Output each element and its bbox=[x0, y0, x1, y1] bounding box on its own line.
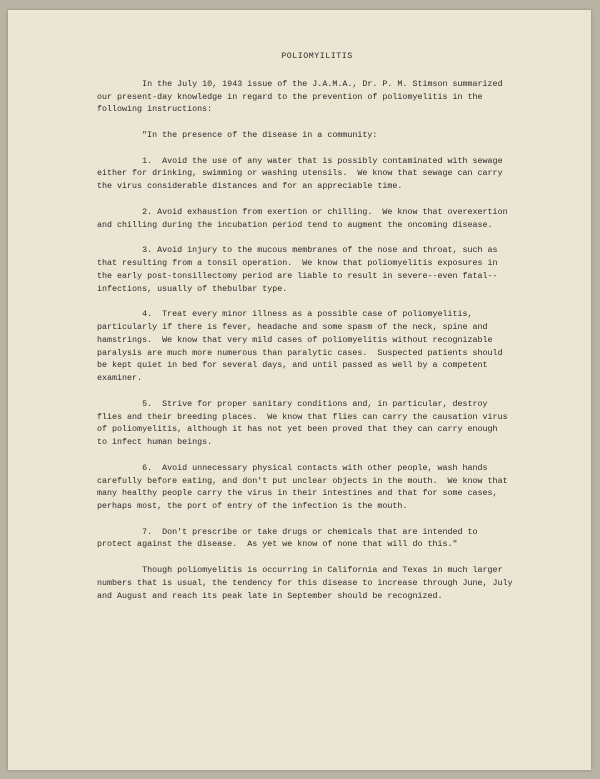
text-line: 1. Avoid the use of any water that is possibly contaminated with sewage bbox=[97, 155, 503, 166]
text-line: examiner. bbox=[97, 373, 143, 384]
text-line: the early post-tonsillectomy period are liable to result in severe--even fatal-- bbox=[97, 270, 498, 281]
text-line: infections, usually of thebulbar type. bbox=[97, 283, 288, 294]
text-line: either for drinking, swimming or washing utensils. We know that sewage can carry bbox=[97, 168, 503, 179]
document-body bbox=[97, 50, 537, 615]
text-line: paralysis are much more numerous than paralytic cases. Suspected patients should bbox=[97, 347, 503, 358]
text-line: that resulting from a tonsil operation. We know that poliomyelitis exposures in bbox=[97, 257, 498, 268]
paragraph bbox=[97, 308, 537, 385]
text-line: 6. Avoid unnecessary physical contacts with other people, wash hands bbox=[97, 462, 488, 473]
paragraph bbox=[97, 244, 537, 295]
text-line: numbers that is usual, the tendency for this disease to increase through June, July bbox=[97, 577, 513, 588]
paragraph bbox=[97, 155, 537, 193]
paragraph bbox=[97, 564, 537, 602]
text-line: to infect human beings. bbox=[97, 437, 213, 448]
paragraph bbox=[97, 129, 537, 142]
text-line: 3. Avoid injury to the mucous membranes of the nose and throat, such as bbox=[97, 245, 498, 256]
text-line: 5. Strive for proper sanitary conditions and, in particular, destroy bbox=[97, 398, 488, 409]
text-line: 4. Treat every minor illness as a possible case of poliomyelitis, bbox=[97, 309, 473, 320]
text-line: 2. Avoid exhaustion from exertion or chilling. We know that overexertion bbox=[97, 206, 508, 217]
text-line: "In the presence of the disease in a community: bbox=[97, 129, 378, 140]
paragraph bbox=[97, 526, 537, 552]
paragraph bbox=[97, 462, 537, 513]
document-page bbox=[8, 10, 591, 770]
text-line: following instructions: bbox=[97, 104, 213, 115]
text-line: and chilling during the incubation period tend to augment the oncoming disease. bbox=[97, 219, 493, 230]
text-line: perhaps most, the port of entry of the infection is the mouth. bbox=[97, 501, 408, 512]
text-line: protect against the disease. As yet we know of none that will do this." bbox=[97, 539, 458, 550]
text-line: our present-day knowledge in regard to the prevention of poliomyelitis in the bbox=[97, 91, 483, 102]
text-line: many healthy people carry the virus in their intestines and that for some cases, bbox=[97, 488, 498, 499]
document-title: POLIOMYILITIS bbox=[281, 51, 353, 61]
text-line: particularly if there is fever, headache and some spasm of the neck, spine and bbox=[97, 321, 488, 332]
text-line: and August and reach its peak late in September should be recognized. bbox=[97, 590, 443, 601]
text-line: flies and their breeding places. We know that flies can carry the causation virus bbox=[97, 411, 508, 422]
text-line: 7. Don't prescribe or take drugs or chemicals that are intended to bbox=[97, 526, 478, 537]
text-line: of poliomyelitis, although it has not yet been proved that they can carry enough bbox=[97, 424, 498, 435]
text-line: the virus considerable distances and for an appreciable time. bbox=[97, 181, 403, 192]
paragraph bbox=[97, 398, 537, 449]
text-line: be kept quiet in bed for several days, and until passed as well by a competent bbox=[97, 360, 488, 371]
paragraph bbox=[97, 78, 537, 116]
text-line: carefully before eating, and don't put unclear objects in the mouth. We know that bbox=[97, 475, 508, 486]
text-line: hamstrings. We know that very mild cases of poliomyelitis without recognizable bbox=[97, 334, 493, 345]
text-line: Though poliomyelitis is occurring in California and Texas in much larger bbox=[97, 565, 503, 576]
text-line: In the July 10, 1943 issue of the J.A.M.A., Dr. P. M. Stimson summarized bbox=[97, 78, 503, 89]
paragraph bbox=[97, 206, 537, 232]
